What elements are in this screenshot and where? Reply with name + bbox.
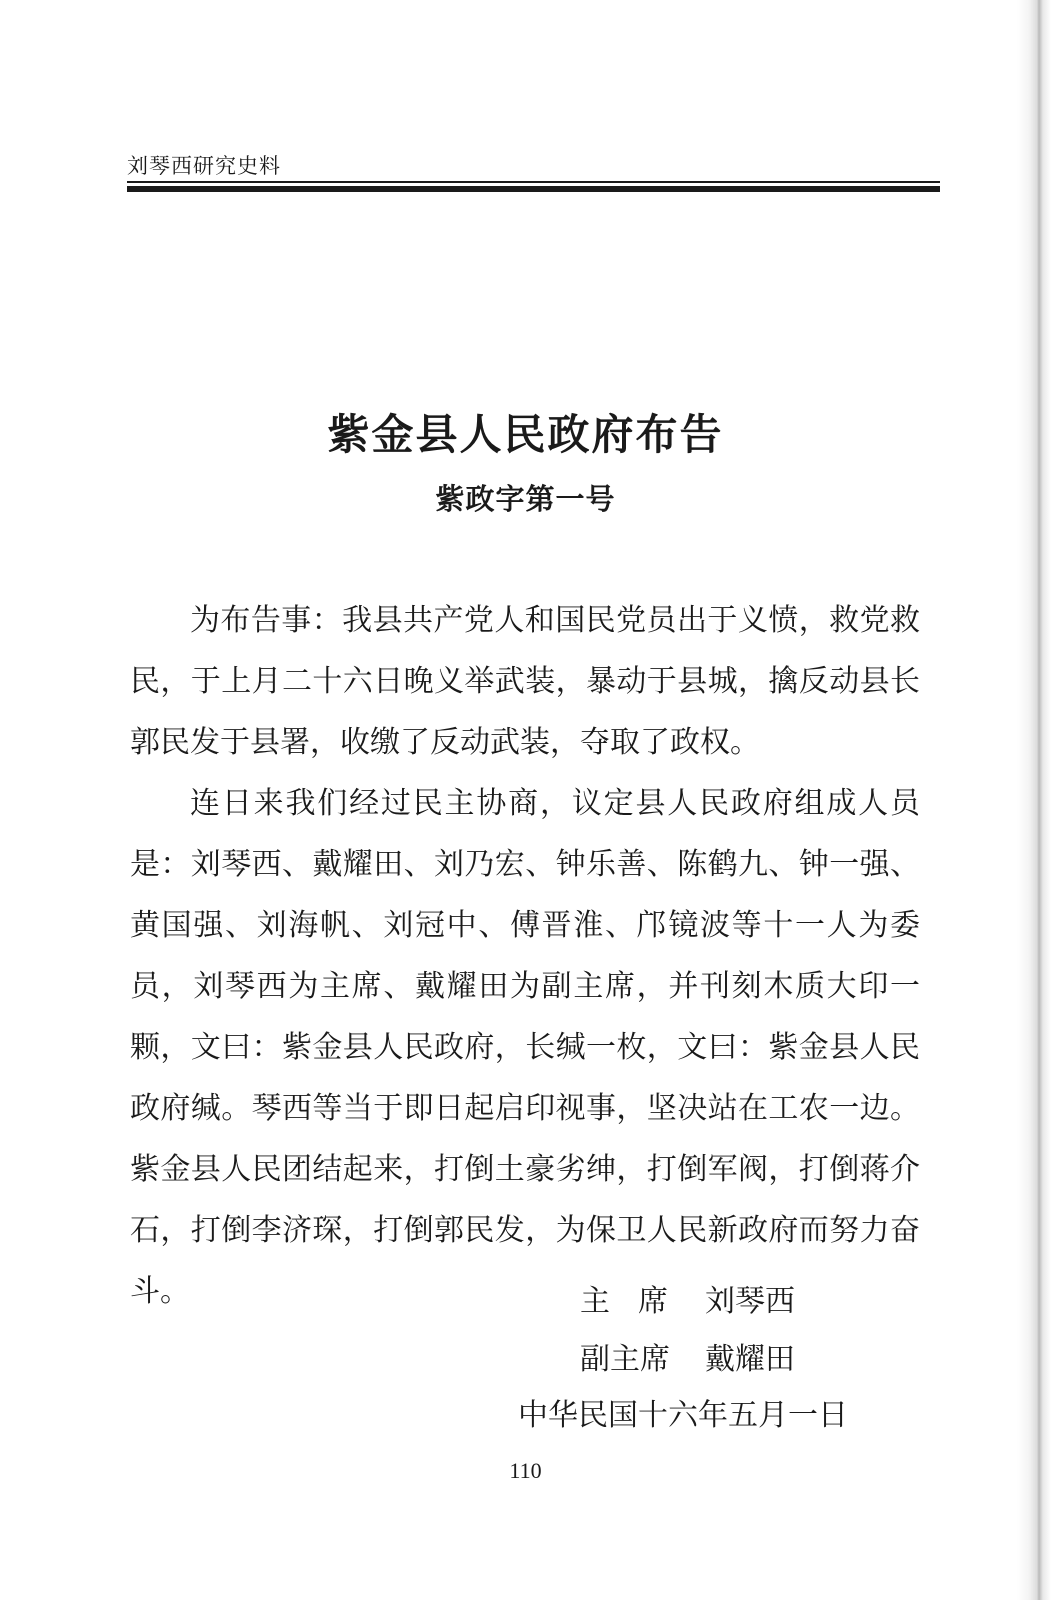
scan-page-edge bbox=[1017, 0, 1051, 1600]
header-rule-thick bbox=[127, 186, 940, 192]
header-rule-thin bbox=[127, 181, 940, 183]
document-subtitle: 紫政字第一号 bbox=[435, 482, 616, 516]
paragraph-2: 连日来我们经过民主协商，议定县人民政府组成人员是：刘琴西、戴耀田、刘乃宏、钟乐善、陈鹤九、钟一强、黄国强、刘海帆、刘冠中、傅晋淮、邝镜波等十一人为委员，刘琴西为主席、戴耀田为副主席，并刊刻木质大印一颗，文曰：紫金县人民政府，长缄一枚，文曰：紫金县人民政府缄。琴西等当于即日起启印视事，坚决站在工农一边。紫金县人民团结起来，打倒土豪劣绅，打倒军阀，打倒蒋介石，打倒李济琛，打倒郭民发，为保卫人民新政府而努力奋斗。 bbox=[130, 786, 920, 1309]
signature-vice-chairman bbox=[580, 1334, 795, 1378]
signature-name: 戴耀田 bbox=[705, 1342, 795, 1377]
signature-chairman bbox=[580, 1276, 795, 1320]
page-number: 110 bbox=[509, 1458, 542, 1483]
document-title: 紫金县人民政府布告 bbox=[327, 410, 724, 459]
document-date: 中华民国十六年五月一日 bbox=[518, 1398, 848, 1433]
paragraph-1: 为布告事：我县共产党人和国民党员出于义愤，救党救民，于上月二十六日晚义举武装，暴动于县城，擒反动县长郭民发于县署，收缴了反动武装，夺取了政权。 bbox=[130, 603, 920, 760]
signature-title: 副主席 bbox=[580, 1342, 670, 1377]
running-header: 刘琴西研究史料 bbox=[127, 154, 281, 178]
body-text bbox=[130, 590, 920, 1322]
signature-title: 主席 bbox=[580, 1284, 696, 1319]
signature-name: 刘琴西 bbox=[705, 1284, 795, 1319]
